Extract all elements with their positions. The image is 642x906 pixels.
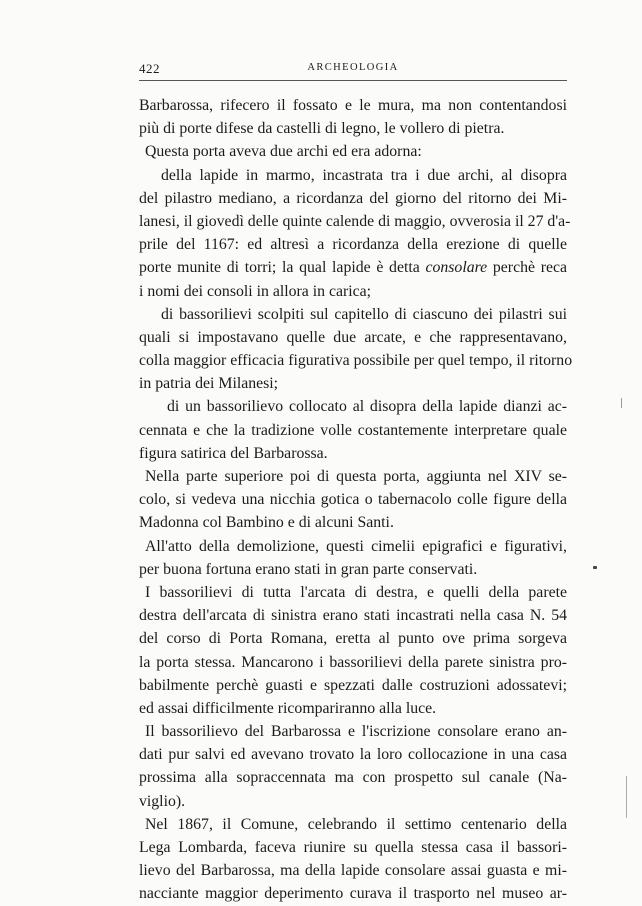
text-line: prile del 1167: ed altresì a ricordanza della erezione di quelle bbox=[139, 236, 567, 254]
text-line: All'atto della demolizione, questi cimelii epigrafici e figurativi, bbox=[145, 537, 567, 555]
text-line: destra dell'arcata di sinistra erano stati incastrati nella casa N. 54 bbox=[139, 607, 567, 625]
running-header bbox=[139, 58, 567, 81]
text-line: I bassorilievi di tutta l'arcata di destra, e quelli della parete bbox=[145, 583, 567, 601]
text-line: prossima alla sopraccennata ma con prospetto sul canale (Na- bbox=[139, 769, 567, 787]
text-line: lievo del Barbarossa, ma della lapide consolare assai guasta e mi- bbox=[139, 862, 567, 880]
text-line: ed assai difficilmente ricompariranno alla luce. bbox=[139, 699, 437, 717]
text-line: Lega Lombarda, faceva riunire su quella stessa casa il bassori- bbox=[139, 839, 567, 856]
text-line: quali si impostavano quelle due arcate, e che rappresentavano, bbox=[139, 328, 567, 346]
text-line: cennata e che la tradizione volle costantemente interpretare quale bbox=[139, 421, 567, 439]
text-line: babilmente perchè guasti e spezzati dalle costruzioni adossatevi; bbox=[139, 676, 567, 694]
text-line: porte munite di torri; la qual lapide è detta consolare perchè reca bbox=[139, 259, 567, 277]
margin-speck bbox=[593, 566, 597, 569]
page-number: 422 bbox=[139, 61, 160, 76]
text-line: figura satirica del Barbarossa. bbox=[139, 444, 328, 462]
italic-term: consolare bbox=[425, 259, 488, 277]
text-line: del corso di Porta Romana, eretta al punto ove prima sorgeva bbox=[139, 630, 567, 648]
text-line: Nella parte superiore poi di questa porta, aggiunta nel XIV se- bbox=[145, 468, 567, 485]
running-head-title: ARCHEOLOGIA bbox=[307, 62, 399, 73]
text-line: i nomi dei consoli in allora in carica; bbox=[139, 282, 372, 300]
margin-speck bbox=[621, 398, 622, 408]
margin-speck bbox=[626, 776, 627, 818]
text-line: Questa porta aveva due archi ed era adorna: bbox=[145, 143, 422, 161]
text-line: di bassorilievi scolpiti sul capitello di ciascuno dei pilastri sui bbox=[161, 305, 567, 323]
text-line: dati pur salvi ed avevano trovato la loro collocazione in una casa bbox=[139, 746, 567, 764]
text-line: viglio). bbox=[139, 792, 186, 810]
body-text bbox=[139, 94, 573, 906]
text-line: colo, si vedeva una nicchia gotica o tabernacolo colle figure della bbox=[139, 491, 567, 509]
text-line: in patria dei Milanesi; bbox=[139, 375, 279, 393]
text-line: Il bassorilievo del Barbarossa e l'iscrizione consolare erano an- bbox=[145, 723, 567, 741]
text-line: più di porte difese da castelli di legno, le vollero di pietra. bbox=[139, 120, 505, 138]
text-line: la porta stessa. Mancarono i bassorilievi della parete sinistra pro- bbox=[139, 653, 567, 671]
text-line: Barbarossa, rifecero il fossato e le mura, ma non contentandosi bbox=[139, 97, 567, 114]
text-line: della lapide in marmo, incastrata tra i due archi, al disopra bbox=[161, 166, 567, 184]
text-line: del pilastro mediano, a ricordanza del giorno del ritorno dei Mi- bbox=[139, 189, 567, 207]
text-line: colla maggior efficacia figurativa possibile per quel tempo, il ritorno bbox=[139, 352, 573, 370]
text-line: di un bassorilievo collocato al disopra della lapide dianzi ac- bbox=[167, 398, 567, 416]
text-line: Madonna col Bambino e di alcuni Santi. bbox=[139, 514, 394, 532]
text-line: Nel 1867, il Comune, celebrando il settimo centenario della bbox=[145, 815, 567, 833]
text-line: lanesi, il giovedì delle quinte calende di maggio, ovverosia il 27 d'a- bbox=[139, 212, 571, 230]
text-line: nacciante maggior deperimento curava il trasporto nel museo ar- bbox=[139, 885, 567, 903]
text-line: per buona fortuna erano stati in gran parte conservati. bbox=[139, 560, 478, 578]
